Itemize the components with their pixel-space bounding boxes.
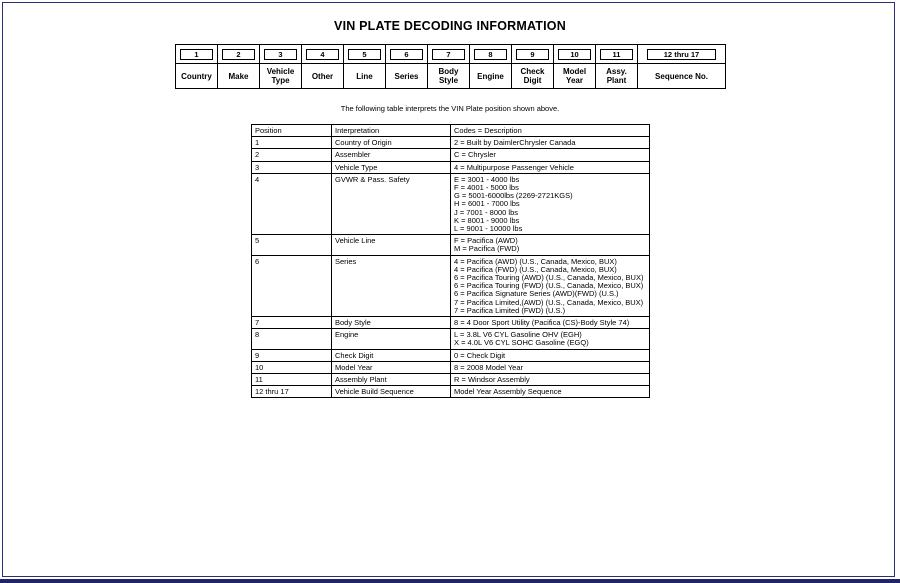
vin-position-number: 11: [600, 49, 633, 60]
code-line: 2 = Built by DaimlerChrysler Canada: [454, 138, 576, 148]
vin-position-label: Series: [394, 71, 419, 81]
vin-position-label-cell: [470, 64, 512, 89]
code-line: E = 3001 - 4000 lbs: [454, 174, 520, 184]
vin-position-table: [175, 44, 726, 89]
codes-cell: [451, 349, 650, 361]
vin-position-label: Make: [228, 71, 249, 81]
code-line: J = 7001 - 8000 lbs: [454, 207, 519, 217]
vin-position-label-cell: [386, 64, 428, 89]
code-line: Model Year Assembly Sequence: [454, 387, 562, 397]
interpretation-cell: Vehicle Type: [332, 161, 451, 173]
code-line: F = Pacifica (AWD): [454, 236, 518, 246]
interpretation-cell: Country of Origin: [332, 137, 451, 149]
position-cell: 3: [252, 161, 332, 173]
interpretation-cell: Body Style: [332, 317, 451, 329]
vin-position-label: Line: [356, 71, 373, 81]
code-line: 0 = Check Digit: [454, 350, 506, 360]
position-cell: 1: [252, 137, 332, 149]
table-caption: The following table interprets the VIN Plate position shown above.: [340, 104, 560, 113]
table-row: [252, 317, 650, 329]
position-cell: 12 thru 17: [252, 386, 332, 398]
code-line: X = 4.0L V6 CYL SOHC Gasoline (EGQ): [454, 338, 589, 348]
code-line: 4 = Multipurpose Passenger Vehicle: [454, 162, 574, 172]
vin-position-number-cell: [176, 45, 218, 64]
code-line: 8 = 4 Door Sport Utility (Pacifica (CS)-Body Style 74): [454, 318, 630, 328]
interpretation-cell: Vehicle Line: [332, 235, 451, 255]
vin-position-label: Style: [438, 76, 459, 85]
header-position: Position: [252, 125, 332, 137]
vin-position-number: 6: [390, 49, 423, 60]
interpretation-cell: Check Digit: [332, 349, 451, 361]
vin-position-number-cell: [596, 45, 638, 64]
vin-position-number: 2: [222, 49, 255, 60]
vin-position-label: Vehicle: [266, 67, 295, 76]
interpretation-cell: GVWR & Pass. Safety: [332, 173, 451, 234]
vin-position-label: Year: [566, 76, 583, 85]
position-cell: 7: [252, 317, 332, 329]
vin-position-label: Body: [438, 67, 459, 76]
vin-position-number-cell: [302, 45, 344, 64]
code-line: 4 = Pacifica (AWD) (U.S., Canada, Mexico, BUX): [454, 256, 617, 266]
vin-position-number: 10: [558, 49, 591, 60]
vin-label-row: [176, 64, 726, 89]
codes-cell: [451, 386, 650, 398]
vin-position-number-cell: [344, 45, 386, 64]
table-row: [252, 137, 650, 149]
vin-position-label: Type: [271, 76, 290, 85]
codes-cell: [451, 149, 650, 161]
table-row: [252, 149, 650, 161]
header-codes: Codes = Description: [451, 125, 650, 137]
vin-position-label: Country: [181, 71, 212, 81]
code-line: 7 = Pacifica Limited,(AWD) (U.S., Canada, Mexico, BUX): [454, 297, 644, 307]
code-line: 6 = Pacifica Touring (AWD) (U.S., Canada, Mexico, BUX): [454, 273, 644, 283]
codes-cell: [451, 137, 650, 149]
vin-position-number: 9: [516, 49, 549, 60]
vin-position-label-cell: [302, 64, 344, 89]
vin-position-number: 7: [432, 49, 465, 60]
vin-position-label-cell: [344, 64, 386, 89]
vin-position-label: Other: [311, 71, 334, 81]
codes-cell: [451, 317, 650, 329]
interpretation-cell: Series: [332, 255, 451, 316]
position-cell: 11: [252, 374, 332, 386]
vin-position-number-cell: [386, 45, 428, 64]
vin-position-number: 4: [306, 49, 339, 60]
vin-position-label-cell: [554, 64, 596, 89]
vin-position-label-cell: [428, 64, 470, 89]
vin-position-label-cell: [218, 64, 260, 89]
interpretation-cell: Assembly Plant: [332, 374, 451, 386]
vin-position-number: 1: [180, 49, 213, 60]
vin-position-label: Digit: [523, 76, 542, 85]
position-cell: 8: [252, 329, 332, 349]
vin-position-label-cell: [638, 64, 726, 89]
code-line: 7 = Pacifica Limited (FWD) (U.S.): [454, 305, 566, 315]
interpretation-cell: Engine: [332, 329, 451, 349]
position-cell: 9: [252, 349, 332, 361]
vin-position-number: 12 thru 17: [647, 49, 715, 60]
vin-position-number-cell: [428, 45, 470, 64]
vin-position-label: Check: [520, 67, 545, 76]
table-row: [252, 361, 650, 373]
table-row: [252, 386, 650, 398]
interpretation-table: [251, 124, 650, 398]
vin-position-label-cell: [512, 64, 554, 89]
code-line: C = Chrysler: [454, 150, 496, 160]
code-line: L = 3.8L V6 CYL Gasoline OHV (EGH): [454, 330, 582, 340]
codes-cell: [451, 329, 650, 349]
position-cell: 10: [252, 361, 332, 373]
vin-position-label: Assy.: [606, 67, 627, 76]
vin-position-number-cell: [554, 45, 596, 64]
vin-position-label-cell: [260, 64, 302, 89]
code-line: R = Windsor Assembly: [454, 375, 530, 385]
code-line: 6 = Pacifica Touring (FWD) (U.S., Canada, Mexico, BUX): [454, 281, 644, 291]
table-row: [252, 173, 650, 234]
vin-position-label: Model: [562, 67, 587, 76]
vin-position-number-cell: [638, 45, 726, 64]
table-row: [252, 374, 650, 386]
bottom-border: [0, 579, 900, 583]
code-line: 6 = Pacifica Signature Series (AWD)(FWD) (U.S.): [454, 289, 619, 299]
code-line: F = 4001 - 5000 lbs: [454, 183, 519, 193]
page-title: VIN PLATE DECODING INFORMATION: [334, 19, 566, 33]
vin-position-number-cell: [470, 45, 512, 64]
code-line: M = Pacifica (FWD): [454, 244, 520, 254]
vin-position-label: Sequence No.: [655, 71, 708, 81]
codes-cell: [451, 255, 650, 316]
interpretation-cell: Vehicle Build Sequence: [332, 386, 451, 398]
interpretation-cell: Assembler: [332, 149, 451, 161]
table-row: [252, 329, 650, 349]
header-interpretation: Interpretation: [332, 125, 451, 137]
codes-cell: [451, 173, 650, 234]
codes-cell: [451, 361, 650, 373]
code-line: 8 = 2008 Model Year: [454, 362, 524, 372]
vin-position-number-cell: [512, 45, 554, 64]
vin-position-number: 3: [264, 49, 297, 60]
position-cell: 5: [252, 235, 332, 255]
codes-cell: [451, 235, 650, 255]
vin-position-number: 5: [348, 49, 381, 60]
table-row: [252, 161, 650, 173]
vin-position-label-cell: [176, 64, 218, 89]
vin-position-number-cell: [260, 45, 302, 64]
table-row: [252, 235, 650, 255]
vin-position-label: Plant: [606, 76, 627, 85]
code-line: H = 6001 - 7000 lbs: [454, 199, 520, 209]
vin-position-number-cell: [218, 45, 260, 64]
interpretation-header-row: [252, 125, 650, 137]
vin-position-label: Engine: [477, 71, 504, 81]
position-cell: 2: [252, 149, 332, 161]
vin-number-row: [176, 45, 726, 64]
code-line: 4 = Pacifica (FWD) (U.S., Canada, Mexico, BUX): [454, 264, 617, 274]
codes-cell: [451, 374, 650, 386]
code-line: G = 5001-6000lbs (2269-2721KGS): [454, 191, 573, 201]
interpretation-cell: Model Year: [332, 361, 451, 373]
code-line: K = 8001 - 9000 lbs: [454, 215, 520, 225]
table-row: [252, 349, 650, 361]
position-cell: 6: [252, 255, 332, 316]
position-cell: 4: [252, 173, 332, 234]
code-line: L = 9001 - 10000 lbs: [454, 224, 523, 234]
codes-cell: [451, 161, 650, 173]
vin-position-label-cell: [596, 64, 638, 89]
table-row: [252, 255, 650, 316]
vin-position-number: 8: [474, 49, 507, 60]
